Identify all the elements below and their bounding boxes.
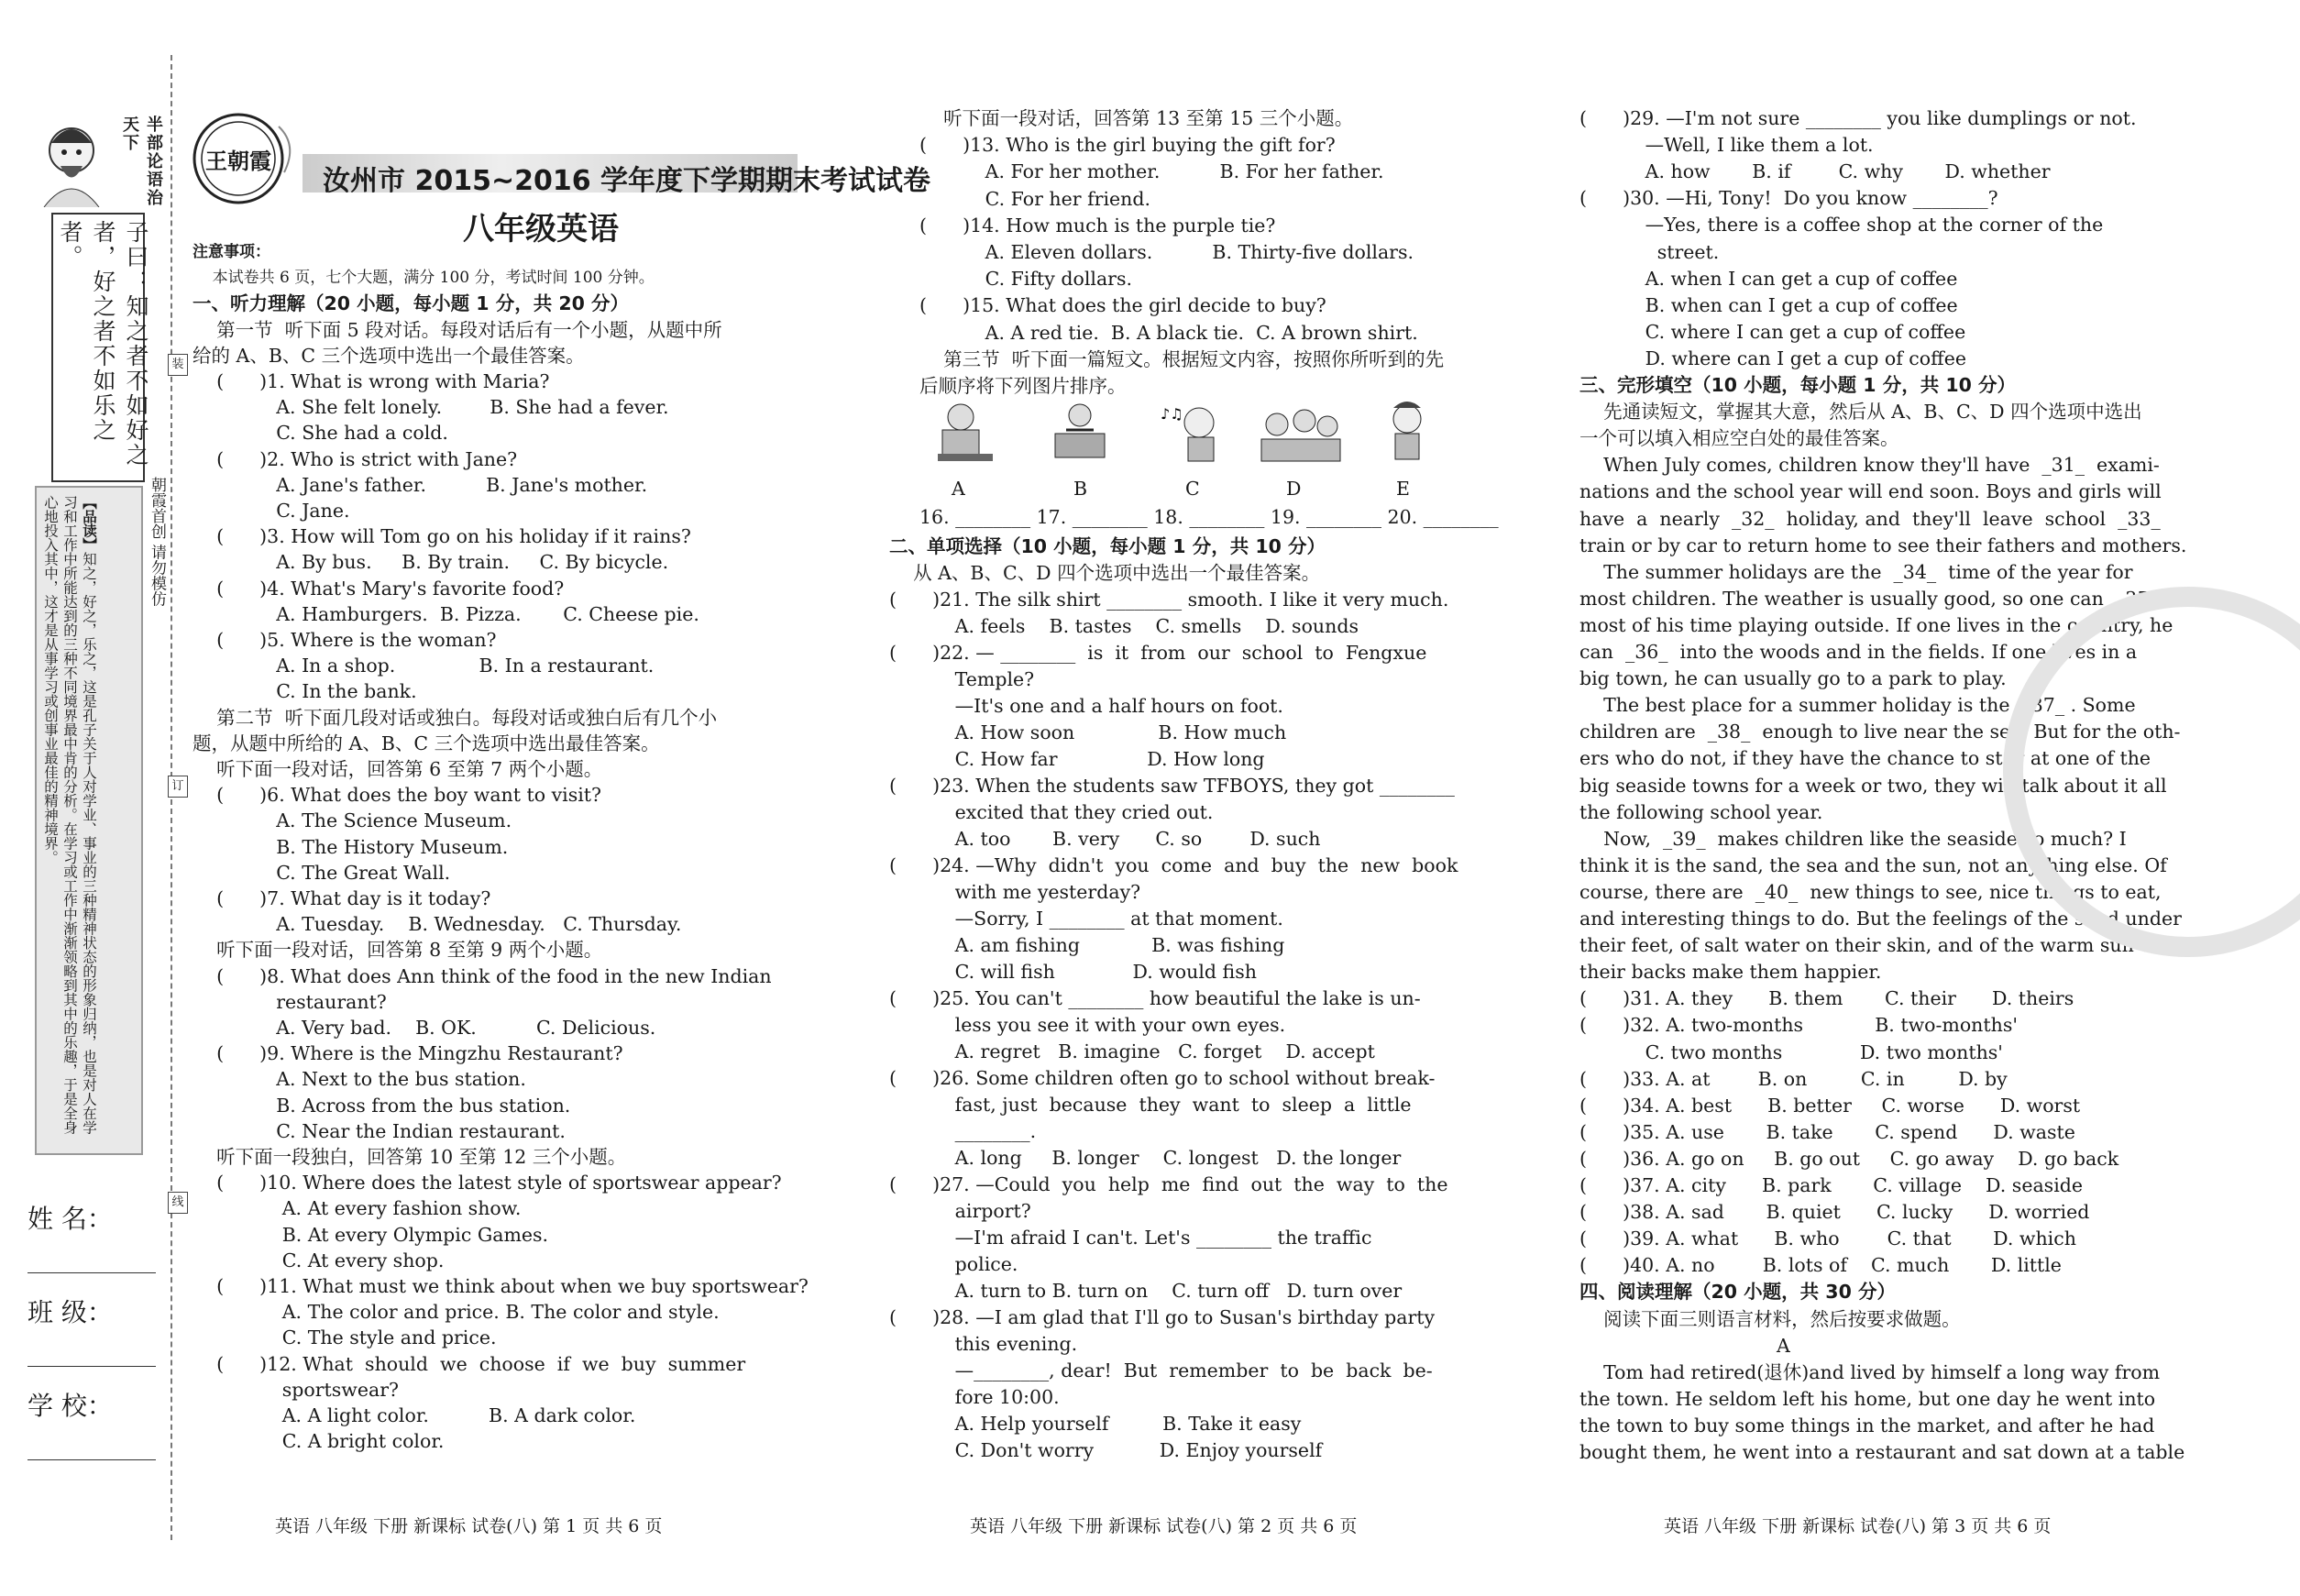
picture-label: A	[952, 478, 965, 500]
text-line: C. Fifty dollars.	[919, 268, 1133, 291]
text-line: A	[1579, 1334, 1790, 1357]
margin-strip	[0, 0, 170, 1596]
text-line: ( )34. A. best B. better C. worse D. worst	[1579, 1094, 2081, 1117]
text-line: course, there are _40_ new things to see, nice things to eat,	[1579, 880, 2162, 903]
text-line: sportswear?	[193, 1378, 399, 1401]
text-line: 听下面一段独白，回答第 10 至第 12 三个小题。	[193, 1146, 627, 1168]
picture-row	[919, 399, 1506, 500]
picture-label: C	[1185, 478, 1200, 500]
text-line: C. The style and price.	[193, 1326, 497, 1349]
picture-a	[933, 399, 997, 472]
text-line: Temple?	[889, 668, 1035, 690]
picture-label: E	[1396, 478, 1410, 500]
text-line: fast, just because they want to sleep a little	[889, 1094, 1412, 1116]
text-line: big town, he can usually go to a park to play.	[1579, 667, 2007, 690]
text-line: 从 A、B、C、D 四个选项中选出一个最佳答案。	[889, 562, 1321, 584]
text-line: 二、单项选择（10 小题，每小题 1 分，共 10 分）	[889, 535, 1326, 557]
text-line: 题，从题中所给的 A、B、C 三个选项中选出最佳答案。	[193, 732, 660, 754]
text-line: A. In a shop. B. In a restaurant.	[193, 655, 655, 677]
text-line: ( )15. What does the girl decide to buy?	[919, 294, 1326, 317]
pindu-title: 【品读】	[81, 495, 98, 552]
text-line: this evening.	[889, 1333, 1078, 1355]
pindu-box	[35, 486, 143, 1155]
name-label: 姓 名：	[28, 1204, 113, 1234]
text-line: ( )8. What does Ann think of the food in the new Indian	[193, 964, 772, 987]
text-line: 听下面一段对话，回答第 6 至第 7 两个小题。	[193, 758, 603, 780]
text-line: A. Jane's father. B. Jane's mother.	[193, 473, 648, 496]
logo-text: 王朝霞	[205, 148, 271, 174]
text-line: A. Eleven dollars. B. Thirty-five dollars.	[919, 241, 1414, 263]
text-line: C. where I can get a cup of coffee	[1579, 320, 1966, 343]
text-line: C. How far D. How long	[889, 748, 1265, 770]
text-line: C. For her friend.	[919, 187, 1150, 210]
text-line: A. Tuesday. B. Wednesday. C. Thursday.	[193, 913, 682, 936]
text-line: ( )1. What is wrong with Maria?	[193, 370, 550, 392]
text-line: police.	[889, 1253, 1018, 1275]
text-line: ( )10. Where does the latest style of sportswear appear?	[193, 1172, 782, 1194]
picture-label: D	[1286, 478, 1302, 500]
text-line: ( )2. Who is strict with Jane?	[193, 447, 518, 470]
text-line: ers who do not, if they have the chance to stay at one of the	[1579, 747, 2151, 770]
name-field[interactable]	[28, 1272, 156, 1273]
text-line: 注意事项：	[193, 243, 270, 261]
text-line: their feet, of salt water on their skin, and of the warm sun on	[1579, 934, 2163, 957]
text-line: A. feels B. tastes C. smells D. sounds	[889, 615, 1359, 637]
text-line: A. How soon B. How much	[889, 721, 1287, 743]
pindu-content	[40, 495, 99, 1137]
text-line: Now, _39_ makes children like the seaside so much? I	[1579, 827, 2127, 850]
exam-subtitle: 八年级英语	[463, 211, 619, 248]
text-line: less you see it with your own eyes.	[889, 1014, 1286, 1036]
text-line: A. Very bad. B. OK. C. Delicious.	[193, 1017, 656, 1039]
text-line: C. In the bank.	[193, 680, 417, 703]
text-line: A. The Science Museum.	[193, 809, 512, 832]
text-line: ( )11. What must we think about when we buy sportswear?	[193, 1275, 809, 1297]
picture-c	[1153, 399, 1236, 472]
text-line: 第三节 听下面一篇短文。根据短文内容，按照你所听到的先	[919, 347, 1445, 370]
text-line: with me yesterday?	[889, 881, 1141, 903]
text-line: A. At every fashion show.	[193, 1197, 522, 1220]
text-line: street.	[1579, 240, 1720, 263]
text-line: ( )35. A. use B. take C. spend D. waste	[1579, 1120, 2075, 1143]
text-line: A. By bus. B. By train. C. By bicycle.	[193, 551, 669, 574]
text-line: Tom had retired(退休)and lived by himself a long way from	[1579, 1360, 2161, 1383]
footer-page-1: 英语 八年级 下册 新课标 试卷(八) 第 1 页 共 6 页	[275, 1516, 663, 1536]
text-line: ( )3. How will Tom go on his holiday if it rains?	[193, 525, 691, 548]
text-line: ( )22. — ________ is it from our school to Fengxue	[889, 642, 1427, 664]
text-line: 四、阅读理解（20 小题，共 30 分）	[1579, 1281, 1896, 1304]
text-line: A. too B. very C. so D. such	[889, 828, 1321, 850]
footer-page-2: 英语 八年级 下册 新课标 试卷(八) 第 2 页 共 6 页	[970, 1516, 1358, 1536]
picture-e	[1375, 399, 1439, 472]
text-line: ( )26. Some children often go to school without break-	[889, 1067, 1436, 1089]
publisher-logo	[183, 108, 303, 209]
confucius-portrait	[35, 116, 108, 207]
picture-order-blanks[interactable]: 16. ________ 17. ________ 18. ________ 19. ________ 20. ________	[919, 506, 1499, 528]
side-note: 朝霞首创 请勿模仿	[148, 477, 166, 607]
text-line: B. At every Olympic Games.	[193, 1223, 549, 1246]
text-line: B. when can I get a cup of coffee	[1579, 293, 1958, 316]
text-line: ( )5. Where is the woman?	[193, 629, 497, 651]
text-line: ( )38. A. sad B. quiet C. lucky D. worried	[1579, 1201, 2090, 1224]
text-line: C. A bright color.	[193, 1430, 445, 1453]
text-line: The best place for a summer holiday is the _37_ . Some	[1579, 694, 2136, 717]
text-line: 一个可以填入相应空白处的最佳答案。	[1579, 427, 1899, 450]
text-line: A. when I can get a cup of coffee	[1579, 267, 1958, 290]
picture-b	[1048, 399, 1112, 472]
text-line: 给的 A、B、C 三个选项中选出一个最佳答案。	[193, 344, 585, 367]
picture-label: B	[1073, 478, 1088, 500]
text-line: —I'm afraid I can't. Let's ________ the traffic	[889, 1227, 1372, 1249]
text-line: B. Across from the bus station.	[193, 1094, 571, 1117]
text-line: C. The Great Wall.	[193, 861, 451, 884]
text-line: 后顺序将下列图片排序。	[919, 375, 1127, 397]
text-line: ( )13. Who is the girl buying the gift for?	[919, 134, 1336, 157]
text-line: 听下面一段对话，回答第 13 至第 15 三个小题。	[919, 107, 1354, 129]
school-label: 学 校：	[28, 1391, 113, 1421]
text-line: ( )24. —Why didn't you come and buy the new book	[889, 854, 1458, 876]
text-line: 一、听力理解（20 小题，每小题 1 分，共 20 分）	[193, 292, 630, 315]
text-line: ( )39. A. what B. who C. that D. which	[1579, 1227, 2076, 1250]
text-line: C. two months D. two months'	[1579, 1040, 2003, 1063]
text-line: A. long B. longer C. longest D. the longer	[889, 1147, 1402, 1169]
text-line: ( )4. What's Mary's favorite food?	[193, 577, 565, 600]
text-line: most children. The weather is usually good, so one can _35_	[1579, 587, 2159, 610]
text-line: The summer holidays are the _34_ time of the year for	[1579, 560, 2133, 583]
text-line: nations and the school year will end soon. Boys and girls will	[1579, 480, 2162, 503]
text-line: A. A light color. B. A dark color.	[193, 1404, 636, 1426]
text-line: 本试卷共 6 页，七个大题，满分 100 分，考试时间 100 分钟。	[193, 269, 655, 288]
text-line: A. Help yourself B. Take it easy	[889, 1413, 1302, 1435]
text-line: ( )33. A. at B. on C. in D. by	[1579, 1067, 2008, 1090]
text-line: 先通读短文，掌握其大意，然后从 A、B、C、D 四个选项中选出	[1579, 401, 2142, 424]
text-line: ( )14. How much is the purple tie?	[919, 214, 1276, 237]
text-line: ( )9. Where is the Mingzhu Restaurant?	[193, 1042, 623, 1065]
text-line: restaurant?	[193, 990, 387, 1013]
text-line: —Yes, there is a coffee shop at the corner of the	[1579, 214, 2104, 237]
text-line: ( )7. What day is it today?	[193, 887, 491, 909]
binding-mark-3: 线	[168, 1192, 188, 1214]
text-line: ________.	[889, 1120, 1037, 1142]
binding-line	[171, 55, 172, 1540]
text-line: fore 10:00.	[889, 1386, 1060, 1408]
class-field[interactable]	[28, 1366, 156, 1367]
text-line: —It's one and a half hours on foot.	[889, 695, 1283, 717]
text-line: ( )32. A. two-months B. two-months'	[1579, 1014, 2018, 1037]
footer-page-3: 英语 八年级 下册 新课标 试卷(八) 第 3 页 共 6 页	[1664, 1516, 2052, 1536]
quote-text: 子曰：知之者不如好之者，好之者不如乐之者。	[57, 220, 149, 468]
text-line: ( )29. —I'm not sure ________ you like dumplings or not.	[1579, 107, 2137, 129]
text-line: A. regret B. imagine C. forget D. accept	[889, 1040, 1375, 1062]
text-line: A. The color and price. B. The color and style.	[193, 1301, 720, 1324]
text-line: have a nearly _32_ holiday, and they'll leave school _33_	[1579, 507, 2161, 530]
picture-d	[1254, 399, 1346, 472]
text-line: D. where can I get a cup of coffee	[1579, 347, 1966, 369]
text-line: C. She had a cold.	[193, 422, 448, 445]
quote-box	[51, 213, 149, 482]
text-line: children are _38_ enough to live near the sea. But for the oth-	[1579, 721, 2181, 743]
text-line: and interesting things to do. But the feelings of the sand under	[1579, 908, 2182, 930]
text-line: their backs make them happier.	[1579, 961, 1882, 984]
text-line: C. Don't worry D. Enjoy yourself	[889, 1439, 1323, 1461]
banner-text: 半部论语治天下	[120, 116, 163, 207]
text-line: B. The History Museum.	[193, 835, 509, 858]
text-line: —Well, I like them a lot.	[1579, 134, 1874, 157]
text-line: A. how B. if C. why D. whether	[1579, 160, 2051, 183]
text-line: ( )12. What should we choose if we buy summer	[193, 1352, 746, 1375]
text-line: ( )31. A. they B. them C. their D. theirs	[1579, 987, 2074, 1010]
text-line: ( )40. A. no B. lots of C. much D. little	[1579, 1254, 2062, 1277]
text-line: ( )6. What does the boy want to visit?	[193, 784, 602, 807]
text-line: C. Jane.	[193, 500, 350, 522]
text-line: —Sorry, I ________ at that moment.	[889, 908, 1283, 930]
school-field[interactable]	[28, 1459, 156, 1460]
text-line: most of his time playing outside. If one lives in the country, he	[1579, 613, 2173, 636]
text-line: —________, dear! But remember to be back be-	[889, 1359, 1433, 1381]
svg-text:♪♫: ♪♫	[1161, 405, 1183, 423]
text-line: A. am fishing B. was fishing	[889, 934, 1285, 956]
text-line: C. At every shop.	[193, 1249, 445, 1271]
text-line: 第一节 听下面 5 段对话。每段对话后有一个小题，从题中所	[193, 318, 722, 341]
text-line: ( )27. —Could you help me find out the way to the	[889, 1173, 1448, 1195]
text-line: ( )37. A. city B. park C. village D. seaside	[1579, 1174, 2084, 1196]
text-line: bought them, he went into a restaurant and sat down at a table	[1579, 1441, 2185, 1463]
text-line: train or by car to return home to see their fathers and mothers.	[1579, 534, 2187, 556]
text-line: 第二节 听下面几段对话或独白。每段对话或独白后有几个小	[193, 706, 718, 729]
text-line: the following school year.	[1579, 800, 1823, 823]
text-line: excited that they cried out.	[889, 801, 1214, 823]
binding-mark-2: 订	[168, 776, 188, 798]
text-line: think it is the sand, the sea and the sun, not anything else. Of	[1579, 853, 2167, 876]
text-line: 听下面一段对话，回答第 8 至第 9 两个小题。	[193, 939, 603, 962]
text-line: can _36_ into the woods and in the fields. If one lives in a	[1579, 641, 2138, 663]
text-line: C. will fish D. would fish	[889, 961, 1257, 983]
text-line: ( )25. You can't ________ how beautiful the lake is un-	[889, 987, 1421, 1009]
text-line: 阅读下面三则语言材料，然后按要求做题。	[1579, 1307, 1961, 1330]
exam-title: 汝州市 2015~2016 学年度下学期期末考试试卷	[323, 165, 931, 197]
text-line: the town. He seldom left his home, but one day he went into	[1579, 1387, 2156, 1410]
text-line: When July comes, children know they'll have _31_ exami-	[1579, 454, 2160, 477]
text-line: ( )21. The silk shirt ________ smooth. I like it very much.	[889, 589, 1449, 611]
text-line: the town to buy some things in the market, and after he had	[1579, 1414, 2155, 1436]
text-line: C. Near the Indian restaurant.	[193, 1119, 566, 1142]
pindu-text: 知之，好之，乐之，这是孔子关于人对学业、事业的三种精神状态的形象归纳，也是对人在学习和工作中所能达到的三种不同境界最中肯的分析。在学习或工作中渐渐领略到其中的乐趣，于是全身心地投入其中，这才是从事学习或创事业最佳的精神境界。	[42, 495, 97, 1135]
text-line: A. Hamburgers. B. Pizza. C. Cheese pie.	[193, 602, 699, 625]
text-line: 三、完形填空（10 小题，每小题 1 分，共 10 分）	[1579, 374, 2017, 396]
text-line: A. A red tie. B. A black tie. C. A brown shirt.	[919, 321, 1418, 344]
text-line: A. Next to the bus station.	[193, 1068, 526, 1091]
text-line: ( )23. When the students saw TFBOYS, they got ________	[889, 775, 1455, 797]
class-label: 班 级：	[28, 1297, 113, 1327]
text-line: A. turn to B. turn on C. turn off D. turn over	[889, 1280, 1403, 1302]
text-line: A. She felt lonely. B. She had a fever.	[193, 396, 669, 419]
text-line: big seaside towns for a week or two, they will talk about it all	[1579, 774, 2167, 797]
text-line: ( )36. A. go on B. go out C. go away D. go back	[1579, 1147, 2119, 1170]
text-line: A. For her mother. B. For her father.	[919, 160, 1384, 183]
text-line: airport?	[889, 1200, 1031, 1222]
binding-mark-1: 装	[168, 354, 188, 376]
text-line: ( )30. —Hi, Tony! Do you know ________?	[1579, 187, 1998, 210]
text-line: ( )28. —I am glad that I'll go to Susan's birthday party	[889, 1306, 1436, 1328]
